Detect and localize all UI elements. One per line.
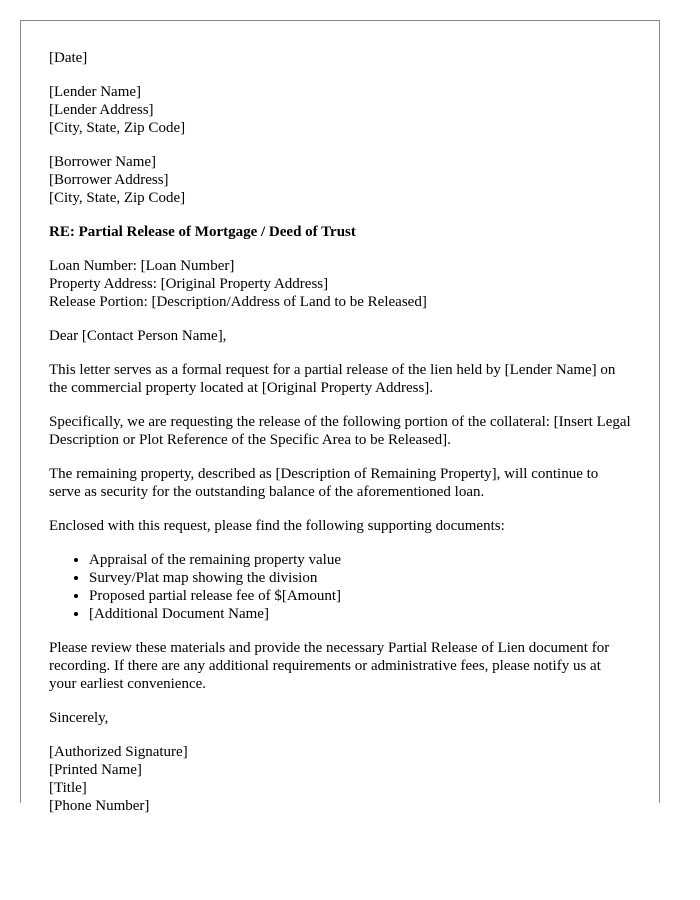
list-item: • [Additional Document Name] [89,605,631,623]
supporting-documents-list [49,551,631,623]
signer-title: [Title] [49,780,87,796]
paragraph-request: This letter serves as a formal request for a partial release of the lien held by [Lender Name] on the commercial property located at [Original Property Address]. [49,362,616,396]
subject-line: RE: Partial Release of Mortgage / Deed of Trust [49,224,356,240]
signature-block [49,743,631,815]
list-item: • Appraisal of the remaining property value [89,551,631,569]
paragraph-review-request: Please review these materials and provide the necessary Partial Release of Lien document for recording. If there are any additional requirements or administrative fees, please notify us at your earliest convenience. [49,640,610,692]
letter-date: [Date] [49,50,88,66]
closing: Sincerely, [49,710,109,726]
property-address: Property Address: [Original Property Address] [49,276,329,292]
salutation: Dear [Contact Person Name], [49,328,227,344]
release-portion: Release Portion: [Description/Address of Land to be Released] [49,294,427,310]
lender-address: [Lender Address] [49,102,154,118]
printed-name: [Printed Name] [49,762,142,778]
borrower-city-state-zip: [City, State, Zip Code] [49,190,186,206]
date-block [49,49,631,67]
borrower-address: [Borrower Address] [49,172,169,188]
paragraph-remaining-property: The remaining property, described as [Description of Remaining Property], will continue to serve as security for the outstanding balance of the aforementioned loan. [49,466,599,500]
paragraph-release-portion: Specifically, we are requesting the release of the following portion of the collateral: [Insert Legal Description or Plot Reference of the Specific Area to be Released]. [49,414,631,448]
lender-city-state-zip: [City, State, Zip Code] [49,120,186,136]
lender-address-block [49,83,631,137]
letter-content [21,21,659,815]
paragraph-enclosed: Enclosed with this request, please find the following supporting documents: [49,518,505,534]
list-item: • Survey/Plat map showing the division [89,569,631,587]
loan-details-block [49,257,631,311]
letter-page [20,20,660,814]
borrower-name: [Borrower Name] [49,154,157,170]
lender-name: [Lender Name] [49,84,142,100]
borrower-address-block [49,153,631,207]
list-item: • Proposed partial release fee of $[Amount] [89,587,631,605]
authorized-signature: [Authorized Signature] [49,744,188,760]
phone-number: [Phone Number] [49,798,150,814]
loan-number: Loan Number: [Loan Number] [49,258,235,274]
